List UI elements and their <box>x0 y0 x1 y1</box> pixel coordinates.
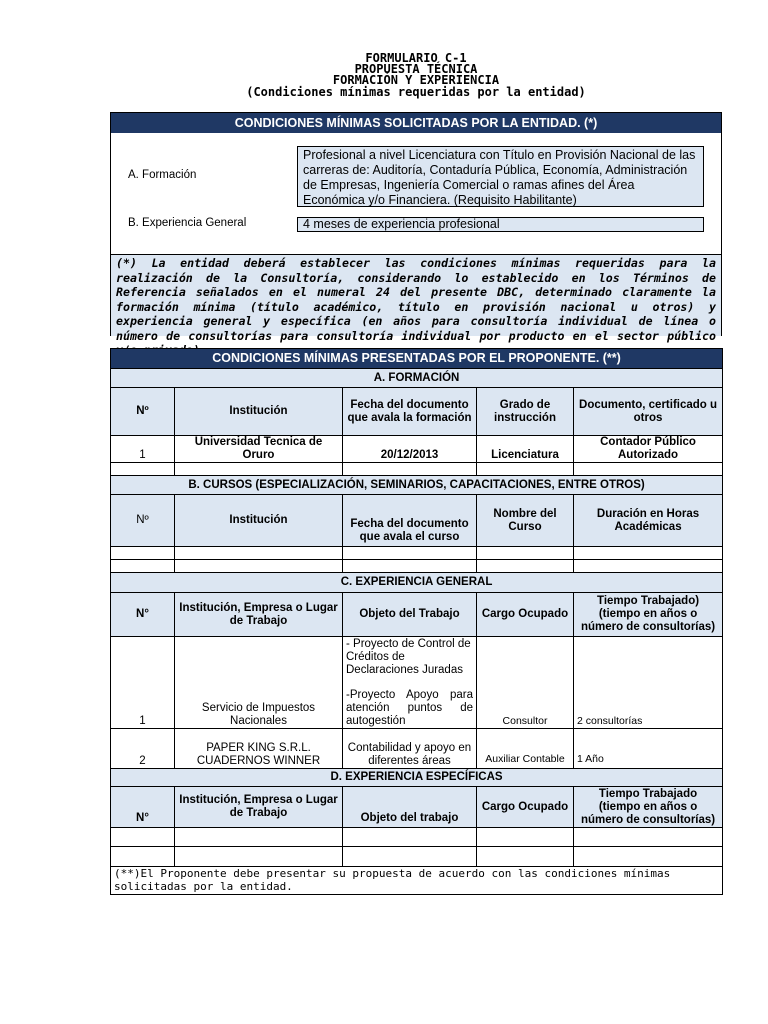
conditions-requested-box <box>110 112 722 343</box>
form-caption: (Condiciones mínimas requeridas por la entidad) <box>246 85 586 99</box>
proponent-footnote: (**)El Proponente debe presentar su propuesta de acuerdo con las condiciones mínimas solicitadas por la entidad. <box>111 867 723 895</box>
form-section-title: FORMACIÓN Y EXPERIENCIA <box>332 73 500 87</box>
col-header-institucion: Institución <box>175 495 343 547</box>
cell-n: 1 <box>111 436 175 463</box>
col-header-institucion: Institución <box>175 388 343 436</box>
table-row-empty <box>111 560 723 573</box>
col-header-n: Nº <box>111 388 175 436</box>
table-row <box>111 729 723 769</box>
entity-note: (*) La entidad deberá establecer las condiciones mínimas requeridas para la realización de la Consultoría, considerando lo establecido en los Términos de Referencia señalados en el numeral 24 del presente DBC, determinado claramente la formación mínima (título académico, título en provisión nacional u otros) y experiencia general y específica (en años para consultoría individual de línea o número de consultorías para consultoría individual por producto en el sector público <box>111 254 721 336</box>
col-header-objeto: Objeto del trabajo <box>343 787 477 828</box>
cell-objeto-item: -Proyecto Apoyo para atención puntos de autogestión <box>346 689 473 727</box>
table-row <box>111 436 723 463</box>
table-row-empty <box>111 847 723 867</box>
form-subtitle: PROPUESTA TÉCNICA <box>354 62 478 76</box>
table-row-empty <box>111 547 723 560</box>
col-header-fecha: Fecha del documento que avala la formación <box>343 388 477 436</box>
col-header-objeto: Objeto del Trabajo <box>343 593 477 637</box>
cell-tiempo: 1 Año <box>574 729 723 769</box>
col-header-fecha-curso: Fecha del documento que avala el curso <box>343 495 477 547</box>
col-header-institucion: Institución, Empresa o Lugar de Trabajo <box>175 593 343 637</box>
cell-institucion: Universidad Tecnica de Oruro <box>175 436 343 463</box>
cell-objeto-item: - Proyecto de Control de Créditos de Declaraciones Juradas <box>346 638 471 676</box>
cell-n: 1 <box>111 637 175 729</box>
experiencia-general-value: 4 meses de experiencia profesional <box>297 217 704 232</box>
cell-tiempo: 2 consultorías <box>574 637 723 729</box>
section-experiencia-general-title: C. EXPERIENCIA GENERAL <box>111 573 723 593</box>
col-header-nombre-curso: Nombre del Curso <box>477 495 574 547</box>
cell-documento: Contador Público Autorizado <box>574 436 723 463</box>
formacion-value: Profesional a nivel Licenciatura con Título en Provisión Nacional de las carreras de: Auditoría, Contaduría Pública, Economía, Administración de Empresas, Ingeniería Comercial o ramas afines del Área Económica y/o Financiera. (Requisito Habilitante) <box>297 146 704 207</box>
cell-cargo: Auxiliar Contable <box>477 729 574 769</box>
conditions-presented-header: CONDICIONES MÍNIMAS PRESENTADAS POR EL PROPONENTE. (**) <box>111 349 723 369</box>
cell-objeto: Contabilidad y apoyo en diferentes áreas <box>343 729 477 769</box>
section-cursos-title: B. CURSOS (ESPECIALIZACIÓN, SEMINARIOS, CAPACITACIONES, ENTRE OTROS) <box>111 476 723 495</box>
col-header-tiempo: Tiempo Trabajado) (tiempo en años o número de consultorías) <box>574 593 723 637</box>
col-header-tiempo: Tiempo Trabajado (tiempo en años o número de consultorías) <box>574 787 723 828</box>
col-header-cargo: Cargo Ocupado <box>477 593 574 637</box>
conditions-presented-table <box>110 348 723 895</box>
experiencia-general-label: B. Experiencia General <box>128 217 247 229</box>
conditions-requested-header: CONDICIONES MÍNIMAS SOLICITADAS POR LA ENTIDAD. (*) <box>111 113 721 133</box>
section-experiencia-especifica-title: D. EXPERIENCIA ESPECÍFICAS <box>111 769 723 787</box>
cell-objeto <box>343 637 477 729</box>
col-header-cargo: Cargo Ocupado <box>477 787 574 828</box>
table-row-empty <box>111 463 723 476</box>
col-header-n: Nº <box>111 495 175 547</box>
formacion-label: A. Formación <box>128 169 197 181</box>
col-header-duracion: Duración en Horas Académicas <box>574 495 723 547</box>
cell-cargo: Consultor <box>477 637 574 729</box>
col-header-grado: Grado de instrucción <box>477 388 574 436</box>
col-header-n: N° <box>111 593 175 637</box>
cell-n: 2 <box>111 729 175 769</box>
col-header-institucion: Institución, Empresa o Lugar de Trabajo <box>175 787 343 828</box>
cell-institucion: Servicio de Impuestos Nacionales <box>175 637 343 729</box>
cell-institucion: PAPER KING S.R.L. CUADERNOS WINNER <box>175 729 343 769</box>
col-header-n: N° <box>111 787 175 828</box>
form-title: FORMULARIO C-1 <box>365 51 467 65</box>
table-row <box>111 637 723 729</box>
table-row-empty <box>111 828 723 847</box>
cell-fecha: 20/12/2013 <box>343 436 477 463</box>
col-header-documento: Documento, certificado u otros <box>574 388 723 436</box>
cell-grado: Licenciatura <box>477 436 574 463</box>
section-formacion-title: A. FORMACIÓN <box>111 369 723 388</box>
